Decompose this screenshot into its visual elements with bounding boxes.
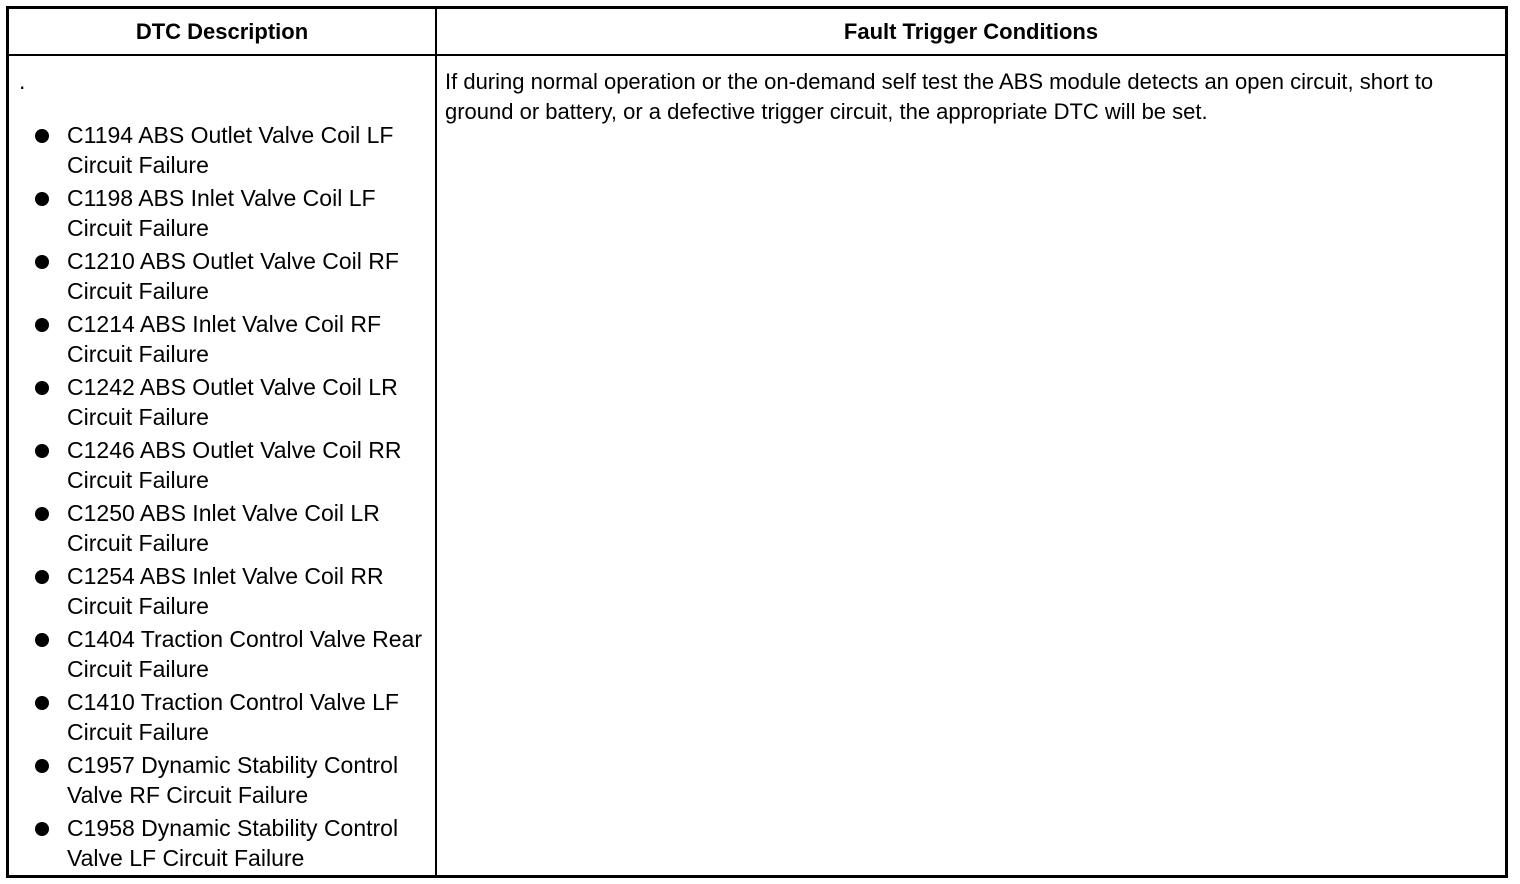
list-item [9, 561, 435, 621]
fault-trigger-conditions-cell [436, 55, 1505, 876]
dtc-item-text: C1194 ABS Outlet Valve Coil LF Circuit Failure [67, 122, 394, 178]
bullet-icon [35, 696, 49, 710]
header-row [9, 9, 1505, 55]
dtc-item-text: C1210 ABS Outlet Valve Coil RF Circuit Failure [67, 248, 399, 304]
list-item [9, 687, 435, 747]
dtc-item-text: C1410 Traction Control Valve LF Circuit Failure [67, 689, 399, 745]
list-item [9, 309, 435, 369]
bullet-icon [35, 129, 49, 143]
bullet-icon [35, 444, 49, 458]
dtc-table-frame [6, 6, 1508, 878]
list-item [9, 624, 435, 684]
dtc-item-text: C1957 Dynamic Stability Control Valve RF Circuit Failure [67, 752, 399, 808]
dtc-table [9, 9, 1505, 876]
fault-trigger-text: If during normal operation or the on-demand self test the ABS module detects an open circuit, short to ground or battery, or a defective trigger circuit, the appropriate DTC will be set. [445, 69, 1434, 124]
list-item [9, 435, 435, 495]
list-item [9, 120, 435, 180]
bullet-icon [35, 381, 49, 395]
bullet-icon [35, 255, 49, 269]
leading-dot: . [19, 68, 26, 94]
bullet-icon [35, 822, 49, 836]
bullet-icon [35, 192, 49, 206]
list-item [9, 183, 435, 243]
header-dtc-description: DTC Description [9, 9, 436, 55]
bullet-icon [35, 318, 49, 332]
dtc-item-text: C1242 ABS Outlet Valve Coil LR Circuit Failure [67, 374, 398, 430]
header-fault-trigger-conditions: Fault Trigger Conditions [436, 9, 1505, 55]
dtc-item-text: C1198 ABS Inlet Valve Coil LF Circuit Failure [67, 185, 376, 241]
dtc-item-text: C1250 ABS Inlet Valve Coil LR Circuit Failure [67, 500, 380, 556]
list-item [9, 372, 435, 432]
list-item [9, 750, 435, 810]
dtc-item-text: C1958 Dynamic Stability Control Valve LF Circuit Failure [67, 815, 399, 871]
dtc-item-text: C1246 ABS Outlet Valve Coil RR Circuit Failure [67, 437, 402, 493]
table-row [9, 55, 1505, 876]
list-item [9, 813, 435, 873]
bullet-icon [35, 633, 49, 647]
dtc-item-text: C1404 Traction Control Valve Rear Circuit Failure [67, 626, 422, 682]
dtc-item-text: C1254 ABS Inlet Valve Coil RR Circuit Failure [67, 563, 384, 619]
bullet-icon [35, 507, 49, 521]
dtc-list [9, 120, 435, 873]
list-item [9, 498, 435, 558]
list-item [9, 246, 435, 306]
dtc-description-cell [9, 55, 436, 876]
dtc-item-text: C1214 ABS Inlet Valve Coil RF Circuit Failure [67, 311, 382, 367]
bullet-icon [35, 570, 49, 584]
bullet-icon [35, 759, 49, 773]
